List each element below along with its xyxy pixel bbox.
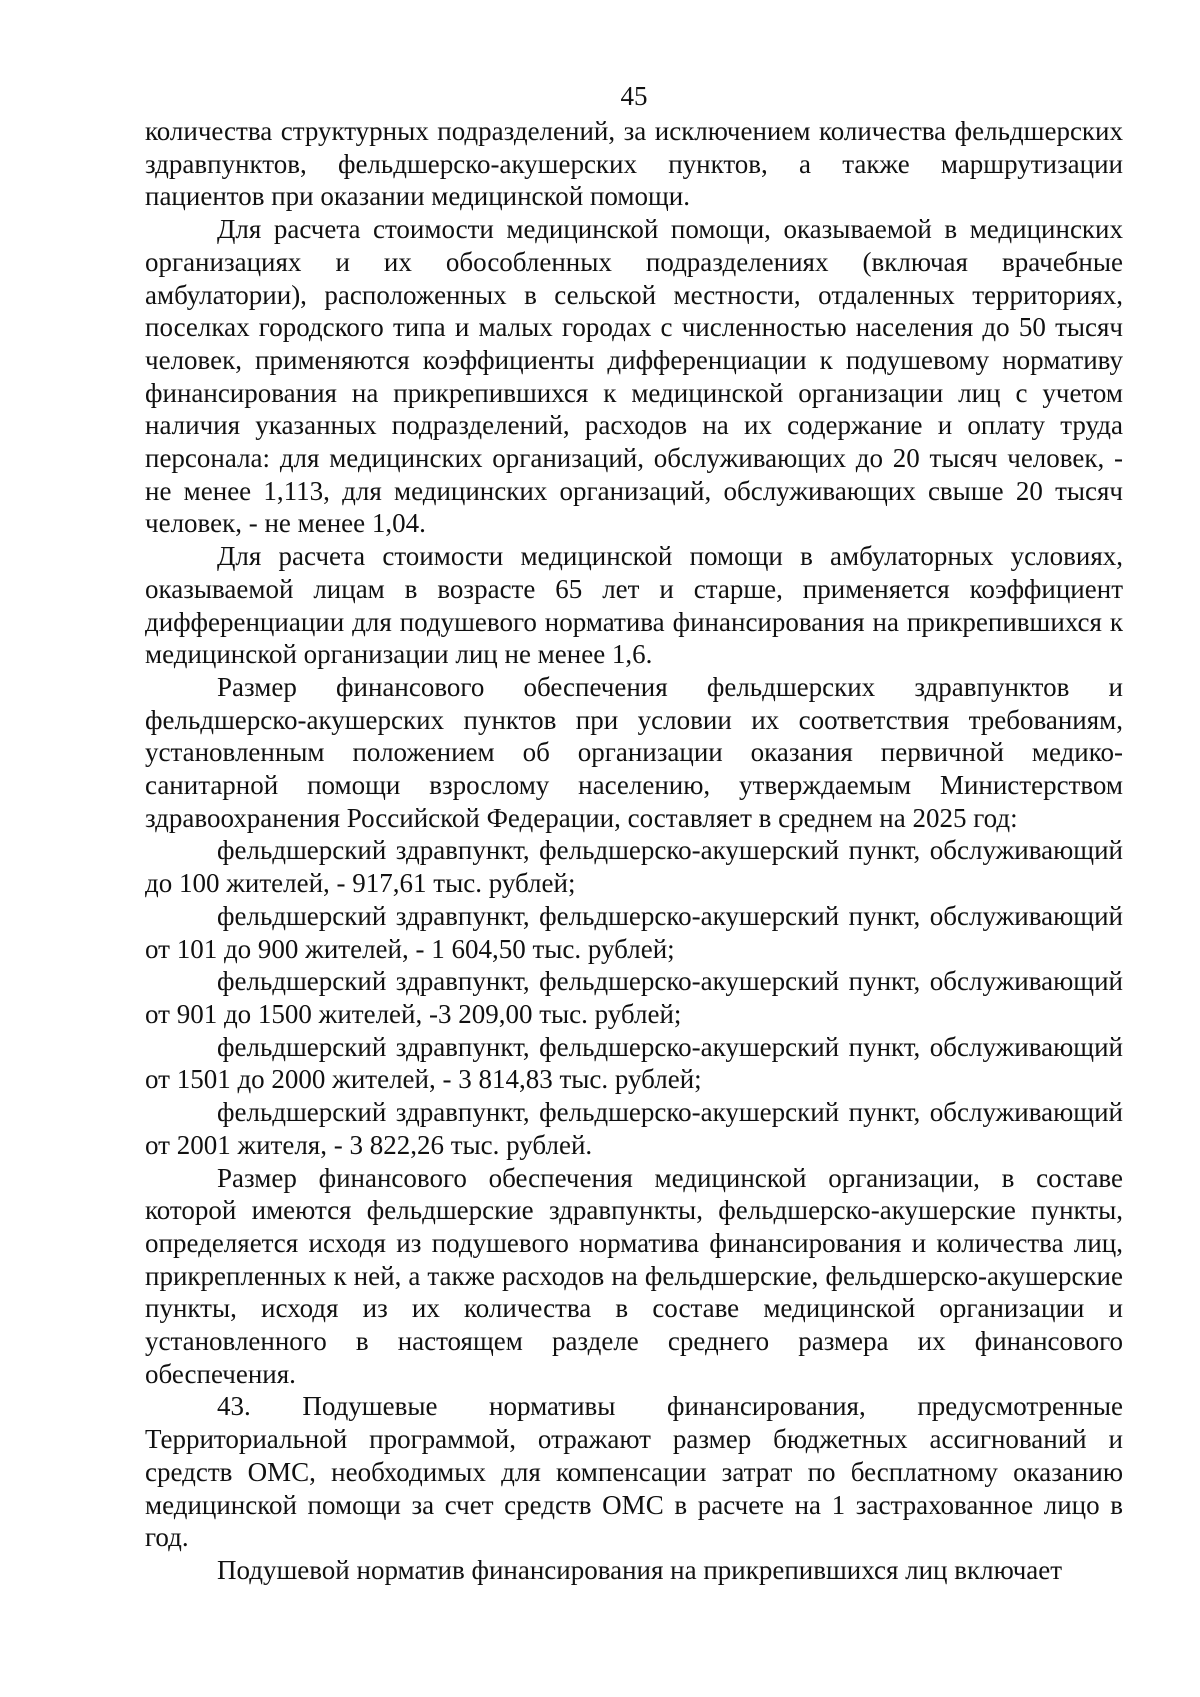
paragraph-elderly-coefficient: Для расчета стоимости медицинской помощи в амбулаторных условиях, оказываемой лицам в возрасте 65 лет и старше, применяется коэффициент дифференциации для подушевого норматива финансирования на прикрепившихся к медицинской организации лиц не менее 1,6.	[145, 541, 1123, 670]
list-item-fap-1500: фельдшерский здравпункт, фельдшерско-акушерский пункт, обслуживающий от 901 до 1500 жителей, -3 209,00 тыс. рублей;	[145, 966, 1123, 1029]
paragraph-organization-funding: Размер финансового обеспечения медицинской организации, в составе которой имеются фельдшерские здравпункты, фельдшерско-акушерские пункты, определяется исходя из подушевого норматива финансирования и количества лиц, прикрепленных к ней, а также расходов на фельдшерские, фельдшерско-акушерские пункты, исходя из их количества в составе медицинской организации и установленного в настоящем разделе среднего размера их финансового обеспечения.	[145, 1162, 1123, 1389]
list-item-fap-2001: фельдшерский здравпункт, фельдшерско-акушерский пункт, обслуживающий от 2001 жителя, - 3 822,26 тыс. рублей.	[145, 1097, 1123, 1160]
list-item-fap-900: фельдшерский здравпункт, фельдшерско-акушерский пункт, обслуживающий от 101 до 900 жителей, - 1 604,50 тыс. рублей;	[145, 900, 1123, 964]
paragraph-per-capita-includes: Подушевой норматив финансирования на прикрепившихся лиц включает	[217, 1554, 1063, 1585]
page-number: 45	[620, 81, 648, 111]
paragraph-fap-funding-intro: Размер финансового обеспечения фельдшерских здравпунктов и фельдшерско-акушерских пунктов при условии их соответствия требованиям, установленным положением об организации оказания первичной медико-санитарной помощи взрослому населению, утверждаемым Министерством здравоохранения Российской Федерации, составляет в среднем на 2025 год:	[145, 671, 1123, 833]
list-item-fap-100: фельдшерский здравпункт, фельдшерско-акушерский пункт, обслуживающий до 100 жителей, - 917,61 тыс. рублей;	[145, 835, 1123, 899]
paragraph-rural-coefficients: Для расчета стоимости медицинской помощи, оказываемой в медицинских организациях и их обособленных подразделениях (включая врачебные амбулатории), расположенных в сельской местности, отдаленных территориях, поселках городского типа и малых городах с численностью населения до 50 тысяч человек, применяются коэффициенты дифференциации к подушевому нормативу финансирования на прикрепившихся к медицинской организации лиц с учетом наличия указанных подразделений, расходов на их содержание и оплату труда персонала: для медицинских организаций, обслуживающих до 20 тысяч человек, - не менее 1,113, для медицинских организаций, обслуживающих свыше 20 тысяч человек, - не менее 1,04.	[145, 214, 1123, 539]
paragraph-continuation: количества структурных подразделений, за исключением количества фельдшерских здравпунктов, фельдшерско-акушерских пунктов, а также маршрутизации пациентов при оказании медицинской помощи.	[145, 116, 1123, 212]
list-item-fap-2000: фельдшерский здравпункт, фельдшерско-акушерский пункт, обслуживающий от 1501 до 2000 жителей, - 3 814,83 тыс. рублей;	[145, 1031, 1123, 1095]
document-page	[145, 80, 1123, 1587]
paragraph-section-43: 43. Подушевые нормативы финансирования, предусмотренные Территориальной программой, отражают размер бюджетных ассигнований и средств ОМС, необходимых для компенсации затрат по бесплатному оказанию медицинской помощи за счет средств ОМС в расчете на 1 застрахованное лицо в год.	[145, 1391, 1123, 1553]
